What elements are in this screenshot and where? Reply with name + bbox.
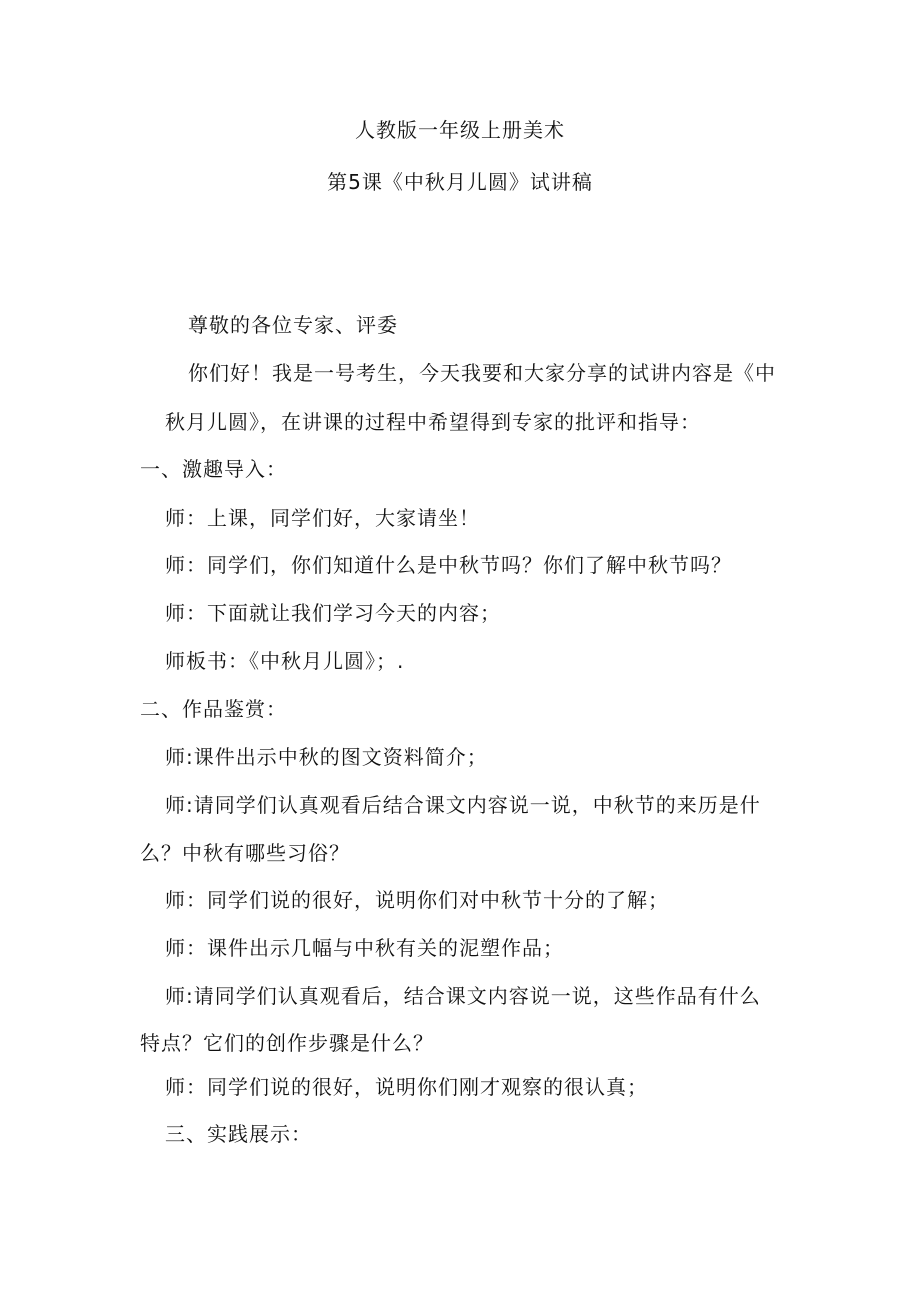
document-title-line1: 人教版一年级上册美术: [355, 118, 565, 142]
section2-line5a: 师:请同学们认真观看后，结合课文内容说一说，这些作品有什么: [165, 984, 761, 1008]
section2-line3: 师：同学们说的很好，说明你们对中秋节十分的了解；: [165, 888, 669, 912]
section1-line1: 师：上课，同学们好，大家请坐！: [165, 506, 480, 530]
intro-paragraph-line2: 秋月儿圆》，在讲课的过程中希望得到专家的批评和指导：: [165, 410, 701, 434]
section1-line3: 师：下面就让我们学习今天的内容；: [165, 601, 501, 625]
section2-line1: 师:课件出示中秋的图文资料简介；: [165, 745, 488, 769]
document-title-line2: 第5课《中秋月儿圆》试讲稿: [327, 170, 593, 194]
section2-line4: 师：课件出示几幅与中秋有关的泥塑作品；: [165, 936, 564, 960]
section-heading-3: 三、实践展示：: [165, 1122, 312, 1146]
section-heading-1: 一、激趣导入：: [140, 457, 287, 481]
section1-line2: 师：同学们，你们知道什么是中秋节吗？你们了解中秋节吗？: [165, 553, 732, 577]
greeting: 尊敬的各位专家、评委: [188, 313, 398, 337]
intro-paragraph-line1: 你们好！我是一号考生，今天我要和大家分享的试讲内容是《中: [188, 361, 776, 385]
section2-line2a: 师:请同学们认真观看后结合课文内容说一说，中秋节的来历是什: [165, 793, 761, 817]
section2-line6: 师：同学们说的很好，说明你们刚才观察的很认真；: [165, 1075, 648, 1099]
section2-line2b: 么？中秋有哪些习俗？: [140, 841, 350, 865]
section-heading-2: 二、作品鉴赏：: [140, 697, 287, 721]
section2-line5b: 特点？它们的创作步骤是什么？: [140, 1031, 434, 1055]
section1-line4: 师板书：《中秋月儿圆》；.: [165, 649, 405, 673]
